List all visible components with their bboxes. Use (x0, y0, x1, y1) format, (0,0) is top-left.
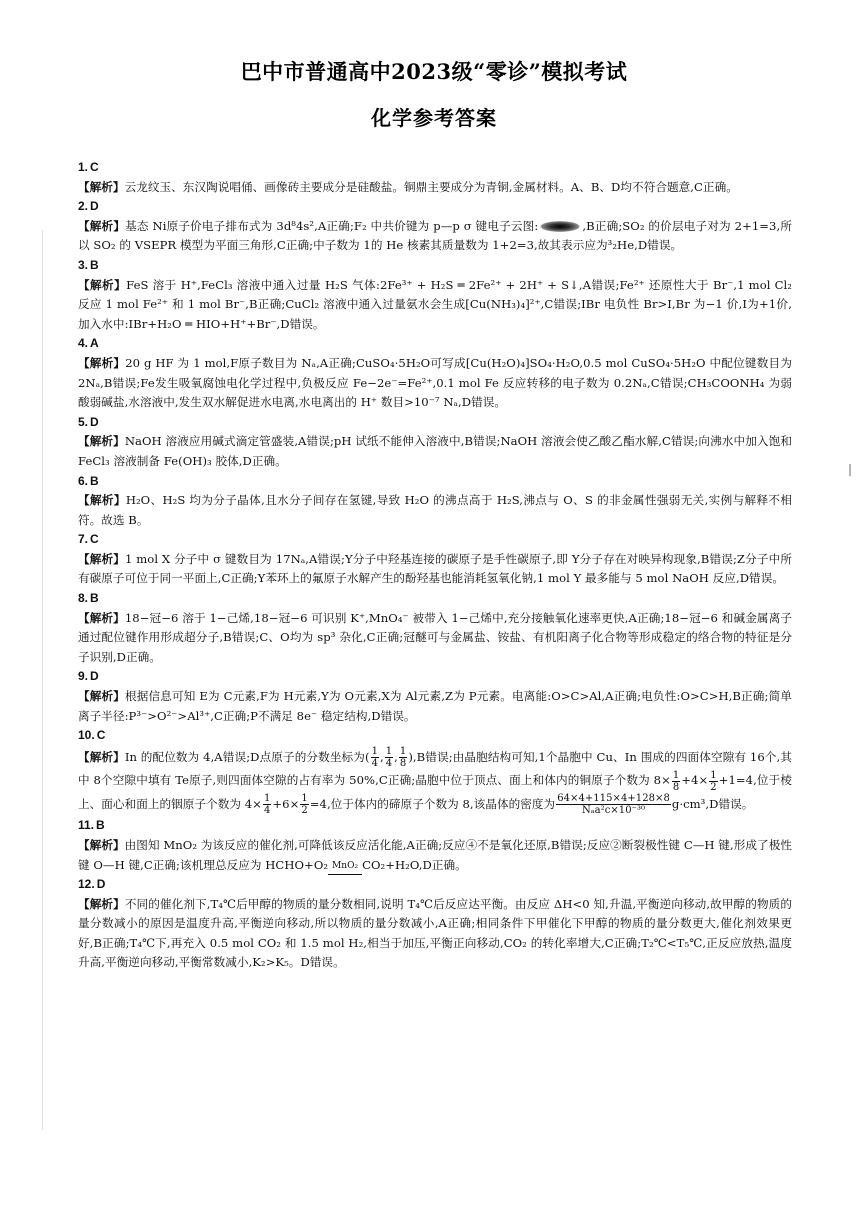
analysis-tag: 【解析】 (78, 493, 126, 508)
fraction: $\frac{1}{4}$ (385, 746, 393, 770)
fraction: $\frac{1}{8}$ (399, 746, 407, 770)
analysis-tag: 【解析】 (78, 218, 126, 233)
answer-choice: D (90, 414, 99, 429)
catalyst-arrow: MnO₂ (328, 861, 362, 875)
question-12 (78, 875, 792, 973)
explanation-text: NaOH 溶液应用碱式滴定管盛装,A错误;pH 试纸不能伸入溶液中,B错误;NaOH 溶液会使乙酸乙酯水解,C错误;向沸水中加入饱和 FeCl₃ 溶液制备 Fe(OH)₃ 胶体,D正确。 (78, 434, 792, 468)
question-number: 7. (78, 532, 89, 547)
answer-choice: B (90, 257, 99, 272)
answer-choice: A (90, 336, 99, 351)
question-number: 10. (78, 728, 95, 743)
explanation-text: 1 mol X 分子中 σ 键数目为 17Nₐ,A错误;Y分子中羟基连接的碳原子是手性碳原子,即 Y分子存在对映异构现象,B错误;Z分子中所有碳原子可位于同一平面上,C正确;Y苯环上的氟原子水解产生的酚羟基也能消耗氢氧化钠,1 mol Y 最多能与 5 mol NaOH 反应,D错误。 (78, 551, 792, 586)
fraction: $\frac{1}{4}$ (371, 746, 378, 770)
question-5 (78, 413, 792, 472)
answer-choice: B (96, 818, 105, 833)
explanation-text: 18−冠−6 溶于 1−己烯,18−冠−6 可识别 K⁺,MnO₄⁻ 被带入 1−己烯中,充分接触氧化速率更快,A正确;18−冠−6 和碱金属离子通过配位键作用形成超分子,B错误;C、O均为 sp³ 杂化,C正确;冠醚可与金属盐、铵盐、有机阳离子化合物等形成稳定的络合物的特征是分子识别,D正确。 (78, 610, 793, 664)
analysis-tag: 【解析】 (78, 896, 125, 911)
density-fraction: $\frac{64\times 4+115\times 4+128\times 8}{\text{Nₐa²c×10⁻³⁰}}$ (557, 793, 670, 817)
explanation-text: ,B正确;SO₂ 的价层电子对为 2+1=3,所以 SO₂ 的 VSEPR 模型为平面三角形,C正确;中子数为 1的 He 核素其质量数为 1+2=3,故其表示应为³₂He,D错误。 (78, 218, 792, 253)
question-number: 4. (78, 336, 89, 351)
explanation-text: 基态 Ni原子价电子排布式为 3d⁸4s²,A正确;F₂ 中共价键为 p—p σ 键电子云图: (125, 218, 539, 233)
question-11 (78, 816, 792, 875)
explanation-text: 20 g HF 为 1 mol,F原子数目为 Nₐ,A正确;CuSO₄·5H₂O可写成[Cu(H₂O)₄]SO₄·H₂O,0.5 mol CuSO₄·5H₂O 中配位键数目为 2Nₐ,B错误;Fe发生吸氧腐蚀电化学过程中,负极反应 Fe−2e⁻=Fe²⁺,0.1 mol Fe 反应转移的电子数为 0.2Nₐ,C错误;CH₃COONH₄ 为弱酸弱碱盐,水溶液中,发生双水解促进水电离,水电离出的 H⁺ 数目>10⁻⁷ Nₐ,D错误。 (78, 355, 792, 410)
question-number: 1. (78, 160, 89, 174)
fraction: $\frac{1}{2}$ (301, 793, 308, 817)
explanation-text: 云龙纹玉、东汉陶说唱俑、画像砖主要成分是硅酸盐。铜鼎主要成分为青铜,金属材料。A、B、D均不符合题意,C正确。 (124, 179, 738, 194)
analysis-tag: 【解析】 (78, 434, 125, 449)
question-9 (78, 667, 792, 726)
analysis-tag: 【解析】 (78, 749, 125, 764)
analysis-tag: 【解析】 (78, 610, 125, 625)
answer-choice: B (90, 591, 99, 606)
question-4 (78, 334, 792, 412)
fraction: $\frac{1}{8}$ (672, 769, 680, 793)
question-8 (78, 589, 792, 667)
answer-list (78, 158, 792, 973)
analysis-tag: 【解析】 (78, 179, 125, 194)
margin-mark: | (848, 462, 853, 476)
answer-choice: C (96, 728, 106, 743)
question-7 (78, 530, 792, 589)
scan-edge-line (42, 230, 43, 1130)
explanation-text: CO₂+H₂O,D正确。 (362, 857, 467, 872)
question-10: 10. C 【解析】In 的配位数为 4,A错误;D点原子的分数坐标为( $\frac{1}{4}$ , $\frac{1}{4}$ , $\frac{1}{8}$ ),B错误;由晶胞结构可知,1个晶胞中 Cu、In 围成的四面体空隙有 16个,其中 8个空隙中填有 Te原子,则四面体空隙的占有率为 50%,C正确;晶胞中位于顶点、面上和体内的铜原子个数为 8× $\frac{1}{8}$ +4× $\frac{1}{2}$ +1=4,位于棱上、面心和面上的铟原子个数为 4× $\frac{1}{4}$ +6× $\frac{1}{2}$ =4,位于体内的碲原子个数为 8,该晶体的密度为 $\frac{64\times 4+115\times 4+128\times 8}{\text{Nₐa²c×10⁻³⁰}}$ g·cm³,D错误。 (78, 728, 792, 817)
explanation-text: 根据信息可知 E为 C元素,F为 H元素,Y为 O元素,X为 Al元素,Z为 P元素。电离能:O>C>Al,A正确;电负性:O>C>H,B正确;简单离子半径:P³⁻>O²⁻>Al³⁺,C正确;P不满足 8e⁻ 稳定结构,D错误。 (78, 689, 792, 723)
fraction: $\frac{1}{4}$ (263, 793, 271, 817)
answer-choice: C (90, 532, 99, 547)
explanation-text: 不同的催化剂下,T₄℃后甲醇的物质的量分数相同,说明 T₄℃后反应达平衡。由反应 ΔH<0 知,升温,平衡逆向移动,故甲醇的物质的量分数减小的原因是温度升高,平衡逆向移动,所以物质的量分数减小,A正确;相同条件下甲催化下甲醇的物质的量分数更大,催化剂效果更好,B正确;T₄℃下,再充入 0.5 mol CO₂ 和 1.5 mol H₂,相当于加压,平衡正向移动,CO₂ 的转化率增大,C正确;T₂℃<T₅℃,正反应放热,温度升高,平衡逆向移动,平衡常数减小,K₂>K₅。D错误。 (78, 896, 792, 970)
analysis-tag: 【解析】 (78, 551, 125, 566)
electron-cloud-icon (540, 221, 580, 232)
page-title: 巴中市普通高中2023级“零诊”模拟考试 (240, 59, 628, 84)
fraction: $\frac{1}{2}$ (710, 769, 717, 793)
analysis-tag: 【解析】 (78, 837, 125, 852)
question-number: 9. (78, 669, 89, 684)
explanation-text: 由图知 MnO₂ 为该反应的催化剂,可降低该反应活化能,A正确;反应④不是氧化还原,B错误;反应②断裂极性键 C—H 键,形成了极性键 O—H 键,C正确;该机理总反应为 HCHO+O₂ (78, 837, 792, 872)
question-6 (78, 472, 792, 531)
answer-choice: D (90, 199, 99, 214)
question-number: 3. (78, 257, 89, 272)
question-number: 5. (78, 414, 89, 429)
explanation-text: ),B错误;由晶胞结构可知,1个晶胞中 Cu、In 围成的四面体空隙有 16个,其中 8个空隙中填有 Te原子,则四面体空隙的占有率为 50%,C正确;晶胞中位于顶点、面上和体内的铜原子个数为 8× (78, 749, 792, 788)
explanation-text: In 的配位数为 4,A错误;D点原子的分数坐标为( (124, 749, 370, 764)
answer-choice: B (90, 473, 99, 488)
answer-choice: D (96, 877, 106, 892)
question-2 (78, 197, 792, 256)
question-number: 6. (78, 473, 89, 488)
analysis-tag: 【解析】 (78, 689, 126, 704)
question-number: 11. (78, 818, 95, 833)
analysis-tag: 【解析】 (78, 355, 126, 370)
explanation-text: H₂O、H₂S 均为分子晶体,且水分子间存在氢键,导致 H₂O 的沸点高于 H₂S,沸点与 O、S 的非金属性强弱无关,实例与解释不相符。故选 B。 (78, 493, 793, 527)
answer-choice: D (90, 669, 99, 684)
explanation-text: FeS 溶于 H⁺,FeCl₃ 溶液中通入过量 H₂S 气体:2Fe³⁺ + H₂S ═ 2Fe²⁺ + 2H⁺ + S↓,A错误;Fe²⁺ 还原性大于 Br⁻,1 mol Cl₂ 反应 1 mol Fe²⁺ 和 1 mol Br⁻,B正确;CuCl₂ 溶液中通入过量氨水会生成[Cu(NH₃)₄]²⁺,C错误;IBr 电负性 Br>I,Br 为−1 价,I为+1价,加入水中:IBr+H₂O ═ HIO+H⁺+Br⁻,D错误。 (78, 277, 792, 331)
answer-choice: C (90, 160, 99, 174)
question-number: 8. (78, 591, 89, 606)
page-subtitle: 化学参考答案 (371, 106, 497, 130)
analysis-tag: 【解析】 (78, 277, 127, 292)
question-number: 12. (78, 877, 95, 892)
question-1 (78, 158, 792, 197)
question-3 (78, 256, 792, 334)
question-number: 2. (78, 199, 89, 214)
